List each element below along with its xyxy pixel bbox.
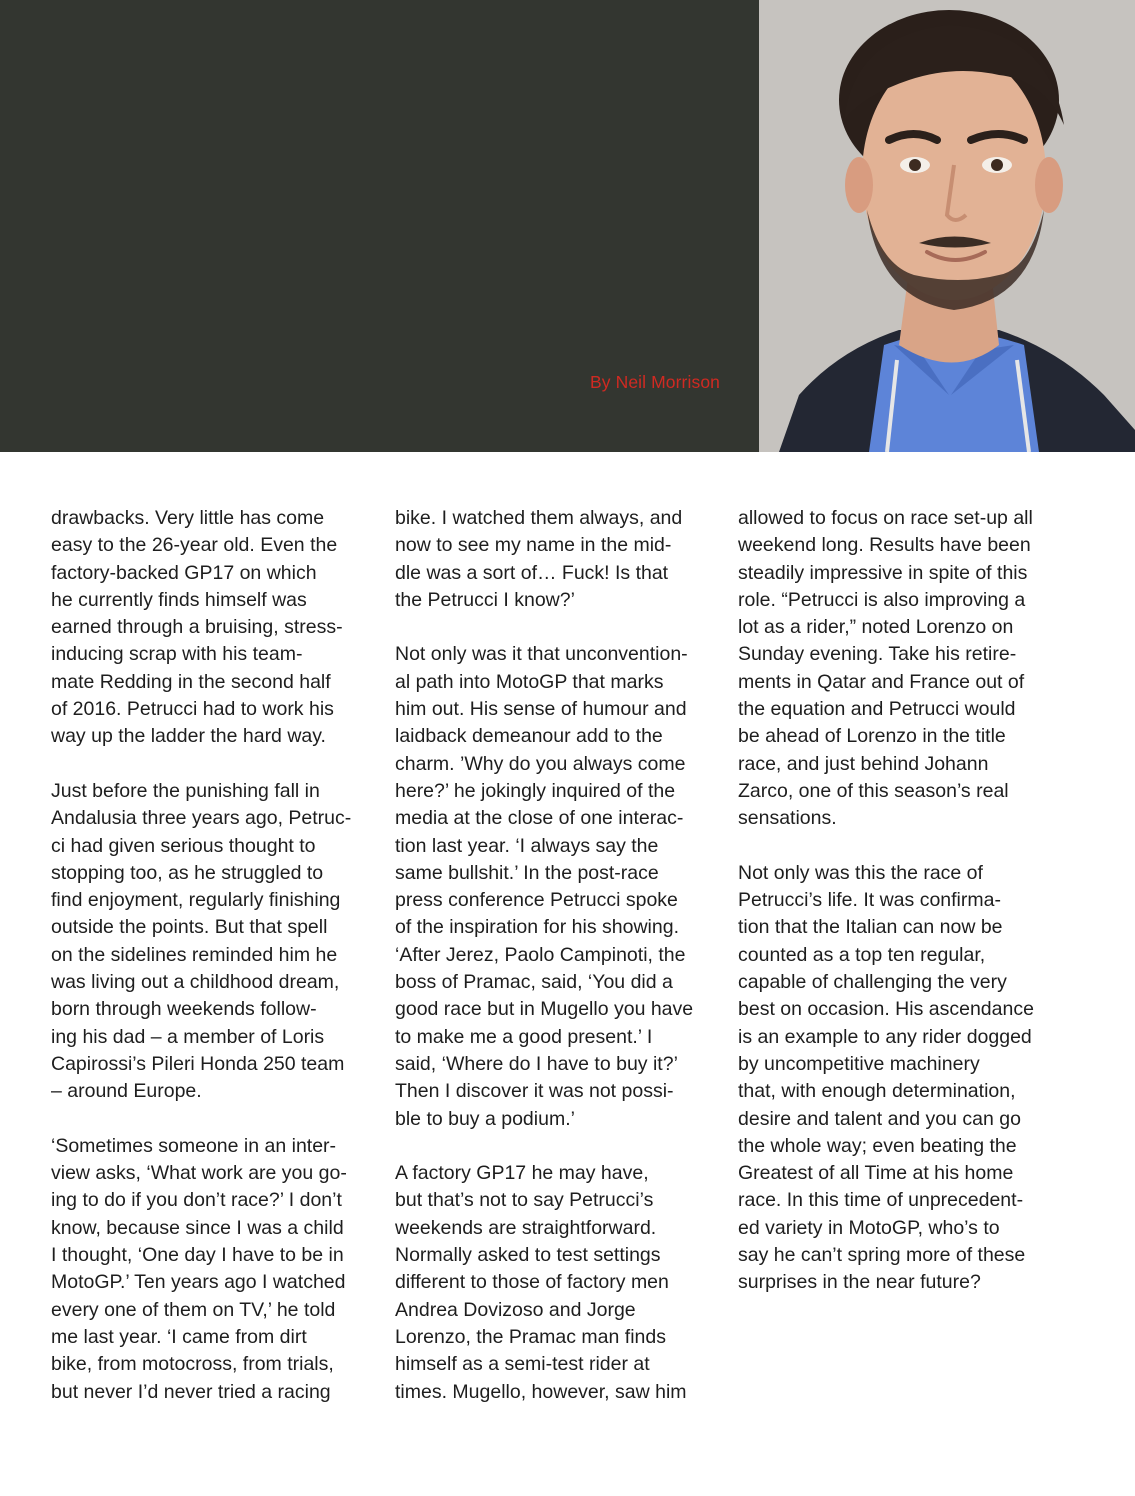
paragraph: A factory GP17 he may have, but that’s not to say Petrucci’s weekends are straightforward. Normally asked to test settings different to those of factory men Andrea Dovizoso and Jorge Lorenzo, the Pramac man finds himself as a semi-test rider at times. Mugello, however, saw him (395, 1162, 687, 1403)
author-byline: By Neil Morrison (590, 372, 720, 392)
paragraph: ‘Sometimes someone in an inter- view asks, ‘What work are you go- ing to do if you don’t race?’ I don’t know, because since I was a child I thought, ‘One day I have to be in MotoGP.’ Ten years ago I watched every one of them on TV,’ he told me last year. ‘I came from dirt bike, from motocross, from trials, but never I’d never tried a racing (51, 1134, 347, 1403)
paragraph: Just before the punishing fall in Andalusia three years ago, Petruc- ci had given serious thought to stopping too, as he struggled to find enjoyment, regularly finishing outside the points. But that spell on the sidelines reminded him he was living out a childhood dream, born through weekends follow- ing his dad – a member of Loris Capirossi’s Pileri Honda 250 team – around Europe. (51, 779, 352, 1103)
article-column-1 (51, 505, 371, 1433)
article-body (0, 505, 1135, 1445)
article-column-2 (395, 505, 715, 1433)
paragraph: allowed to focus on race set-up all weekend long. Results have been steadily impressive in spite of this role. “Petrucci is also improving a lot as a rider,” noted Lorenzo on Sunday evening. Take his retire- ments in Qatar and France out of the equation and Petrucci would be ahead of Lorenzo in the title race, and just behind Johann Zarco, one of this season’s real sensations. (738, 507, 1033, 830)
article-column-3 (738, 505, 1068, 1324)
author-portrait-photo-icon (759, 0, 1135, 452)
paragraph: Not only was it that unconvention- al path into MotoGP that marks him out. His sense of humour and laidback demeanour add to the charm. ’Why do you always come here?’ he jokingly inquired of the media at the close of one interac- tion last year. ‘I always say the same bullshit.’ In the post-race press conference Petrucci spoke of the inspiration for his showing. ‘After Jerez, Paolo Campinoti, the boss of Pramac, said, ‘You did a good race but in Mugello you have to make me a good present.’ I said, ‘Where do I have to buy it?’ Then I discover it was not possi- ble to buy a podium.’ (395, 643, 694, 1130)
paragraph: bike. I watched them always, and now to see my name in the mid- dle was a sort of… Fuck! Is that the Petrucci I know?’ (395, 507, 683, 611)
paragraph: Not only was this the race of Petrucci’s life. It was confirma- tion that the Italian can now be counted as a top ten regular, capable of challenging the very best on occasion. His ascendance is an example to any rider dogged by uncompetitive machinery that, with enough determination, desire and talent and you can go the whole way; even beating the Greatest of all Time at his home race. In this time of unprecedent- ed variety in MotoGP, who’s to say he can’t spring more of these surprises in the near future? (738, 861, 1034, 1294)
paragraph: drawbacks. Very little has come easy to the 26-year old. Even the factory-backed GP17 on which he currently finds himself was earned through a bruising, stress- inducing scrap with his team- mate Redding in the second half of 2016. Petrucci had to work his way up the ladder the hard way. (51, 507, 343, 748)
author-portrait (759, 0, 1135, 452)
